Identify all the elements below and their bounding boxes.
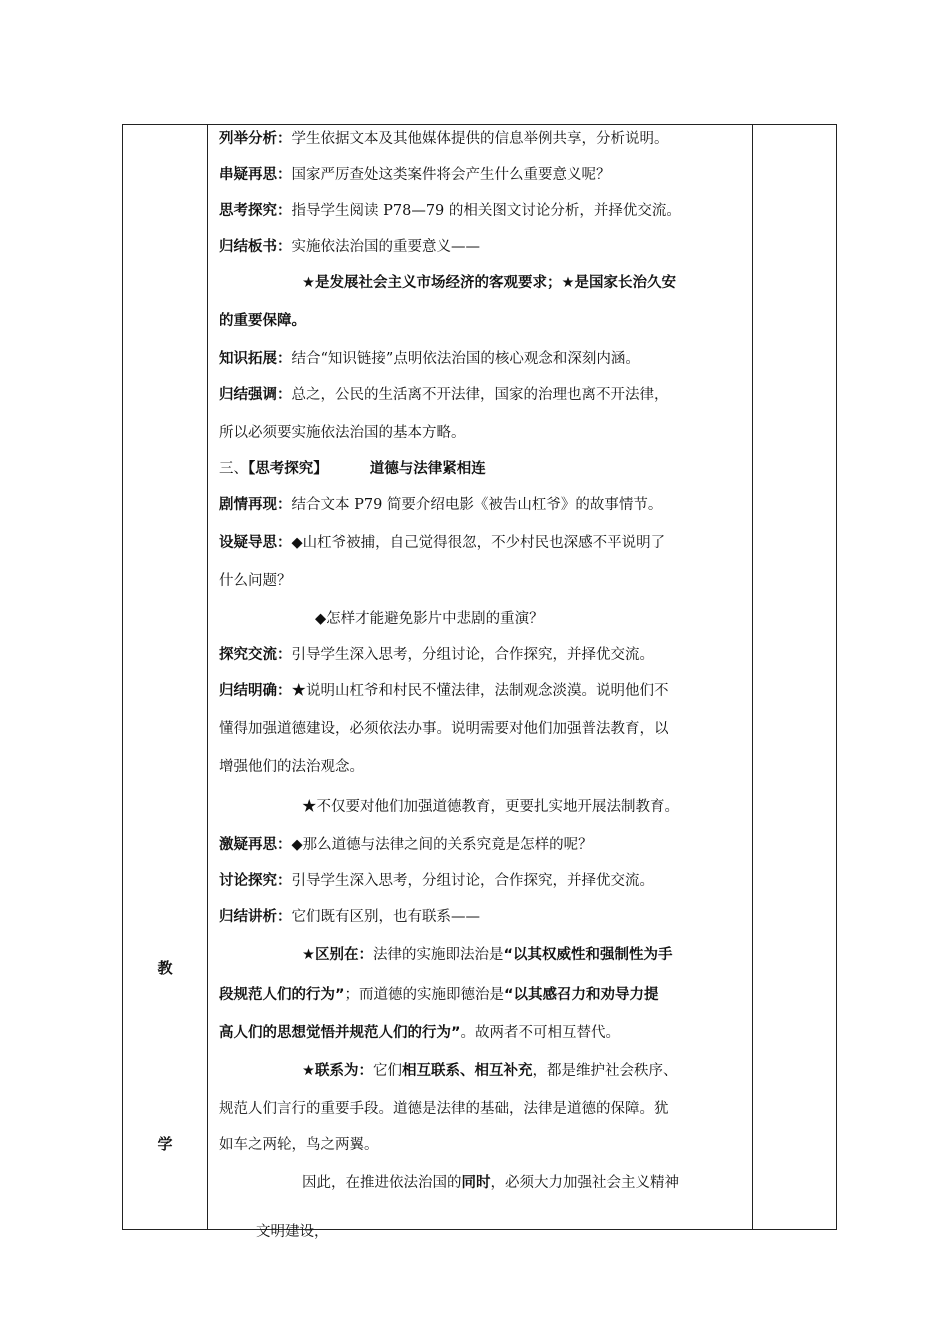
overflow-text: 文明建设， [256,1224,329,1240]
paragraph-line: 列举分析：学生依据文本及其他媒体提供的信息举例共享，分析说明。 [219,131,669,147]
lesson-plan-table [122,124,837,1230]
paragraph-line: 懂得加强道德建设，必须依法办事。说明需要对他们加强普法教育，以 [219,721,669,737]
paragraph-line: 设疑导思：◆山杠爷被捕，自己觉得很忽，不少村民也深感不平说明了 [219,535,666,551]
paragraph-line: 增强他们的法治观念。 [219,759,364,775]
paragraph-line: 所以必须要实施依法治国的基本方略。 [219,425,466,441]
lesson-content [208,125,752,1229]
paragraph-line: 讨论探究：引导学生深入思考，分组讨论，合作探究，并择优交流。 [219,873,654,889]
paragraph-line: 段规范人们的行为”；而道德的实施即德治是“以其感召力和劝导力提 [219,987,659,1003]
side-label-learn: 学 [157,1135,173,1153]
paragraph-line: 思考探究：指导学生阅读 P78—79 的相关图文讨论分析，并择优交流。 [219,203,681,219]
paragraph-line: 如车之两轮，鸟之两翼。 [219,1137,379,1153]
paragraph-line: 高人们的思想觉悟并规范人们的行为”。故两者不可相互替代。 [219,1025,621,1041]
content-column [208,125,753,1230]
paragraph-line: 归结讲析：它们既有区别，也有联系—— [219,909,480,925]
paragraph-line: ◆怎样才能避免影片中悲剧的重演？ [315,611,544,627]
paragraph-line: 规范人们言行的重要手段。道德是法律的基础，法律是道德的保障。犹 [219,1101,669,1117]
left-column [123,125,208,1230]
paragraph-line: ★区别在：法律的实施即法治是“以其权威性和强制性为手 [302,947,673,963]
paragraph-line: ★联系为：它们相互联系、相互补充，都是维护社会秩序、 [302,1063,678,1079]
paragraph-line: 剧情再现：结合文本 P79 简要介绍电影《被告山杠爷》的故事情节。 [219,497,663,513]
paragraph-line: 的重要保障。 [219,313,306,329]
paragraph-line: ★是发展社会主义市场经济的客观要求；★是国家长治久安 [302,275,676,291]
paragraph-line: 知识拓展：结合“知识链接”点明依法治国的核心观念和深刻内涵。 [219,351,640,367]
paragraph-line: 串疑再思：国家严厉查处这类案件将会产生什么重要意义呢？ [219,167,611,183]
paragraph-line: 因此，在推进依法治国的同时，必须大力加强社会主义精神 [302,1175,679,1191]
side-label-teach: 教 [157,959,173,977]
paragraph-line: 归结板书：实施依法治国的重要意义—— [219,239,480,255]
paragraph-line: ★不仅要对他们加强道德教育，更要扎实地开展法制教育。 [302,799,679,815]
paragraph-line: 归结强调：总之，公民的生活离不开法律，国家的治理也离不开法律， [219,387,669,403]
paragraph-line: 归结明确：★说明山杠爷和村民不懂法律，法制观念淡漠。说明他们不 [219,683,669,699]
paragraph-line: 探究交流：引导学生深入思考，分组讨论，合作探究，并择优交流。 [219,647,654,663]
paragraph-line: 激疑再思：◆那么道德与法律之间的关系究竟是怎样的呢？ [219,837,593,853]
paragraph-line: 什么问题？ [219,573,292,589]
section-heading: 三、【思考探究】 道德与法律紧相连 [219,461,486,477]
